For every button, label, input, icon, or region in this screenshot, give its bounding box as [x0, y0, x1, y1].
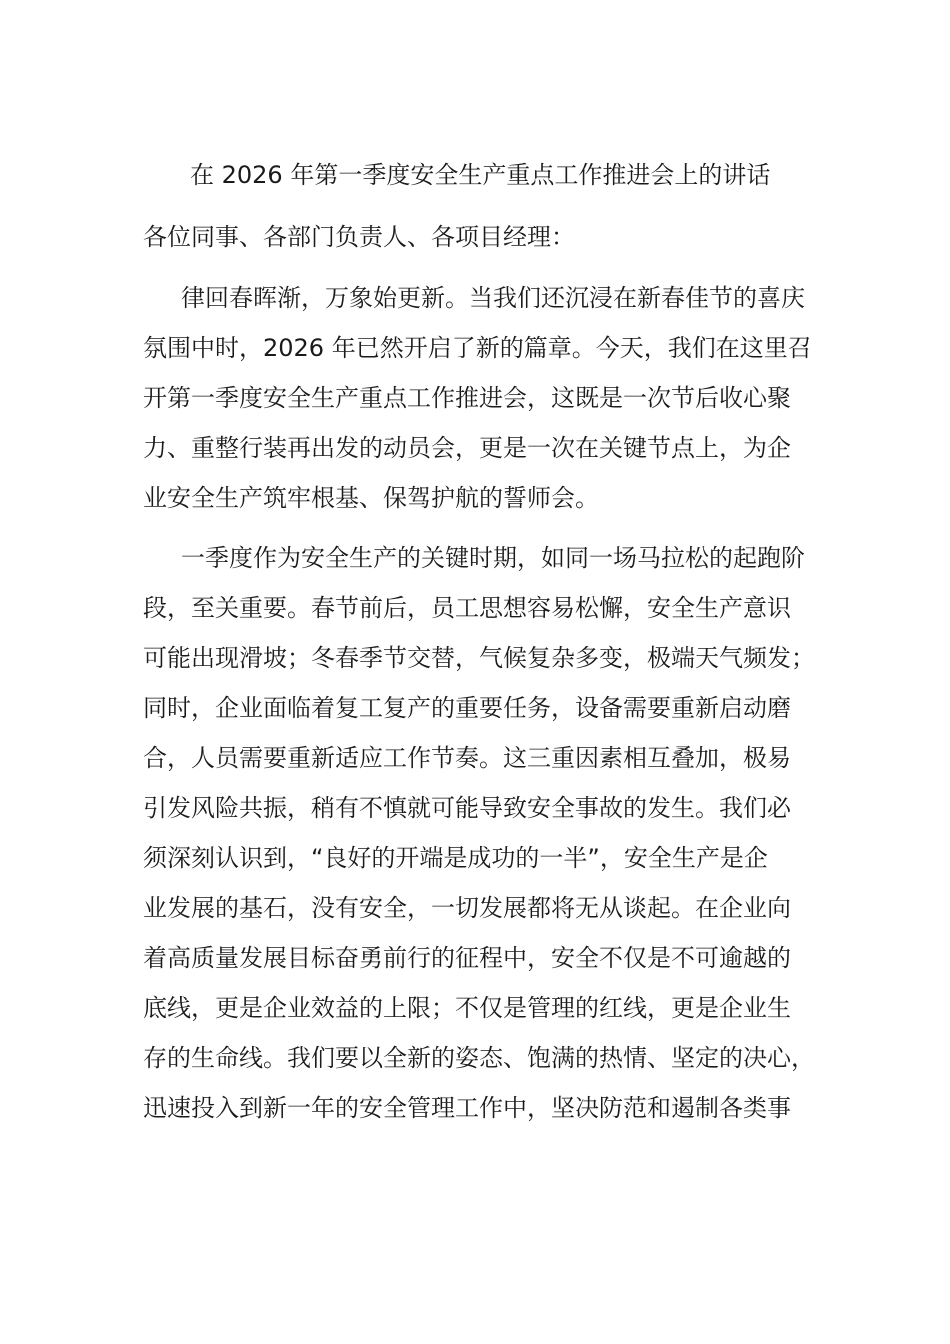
paragraph-line: 业发展的基石，没有安全，一切发展都将无从谈起。在企业向 [143, 894, 791, 922]
paragraph-opening [143, 273, 823, 523]
paragraph-line: 引发风险共振，稍有不慎就可能导致安全事故的发生。我们必 [143, 794, 791, 822]
paragraph-first-quarter [143, 533, 823, 1133]
paragraph-line: 段，至关重要。春节前后，员工思想容易松懈，安全生产意识 [143, 594, 791, 622]
paragraph-line: 力、重整行装再出发的动员会，更是一次在关键节点上，为企 [143, 434, 791, 462]
paragraph-line: 合，人员需要重新适应工作节奏。这三重因素相互叠加，极易 [143, 744, 791, 772]
paragraph-line: 须深刻认识到，“良好的开端是成功的一半”，安全生产是企 [143, 844, 768, 872]
paragraph-line: 一季度作为安全生产的关键时期，如同一场马拉松的起跑阶 [181, 544, 805, 572]
paragraph-line: 同时，企业面临着复工复产的重要任务，设备需要重新启动磨 [143, 694, 791, 722]
paragraph-line: 迅速投入到新一年的安全管理工作中，坚决防范和遏制各类事 [143, 1094, 791, 1122]
paragraph-line: 存的生命线。我们要以全新的姿态、饱满的热情、坚定的决心， [143, 1044, 815, 1072]
speech-title: 在 2026 年第一季度安全生产重点工作推进会上的讲话 [190, 161, 771, 189]
paragraph-line: 开第一季度安全生产重点工作推进会，这既是一次节后收心聚 [143, 384, 791, 412]
paragraph-line: 可能出现滑坡；冬春季节交替，气候复杂多变，极端天气频发； [143, 644, 815, 672]
paragraph-line: 氛围中时，2026 年已然开启了新的篇章。今天，我们在这里召 [143, 334, 812, 362]
paragraph-line: 着高质量发展目标奋勇前行的征程中，安全不仅是不可逾越的 [143, 944, 791, 972]
salutation: 各位同事、各部门负责人、各项目经理： [143, 223, 575, 251]
paragraph-line: 底线，更是企业效益的上限；不仅是管理的红线，更是企业生 [143, 994, 791, 1022]
paragraph-line: 律回春晖渐，万象始更新。当我们还沉浸在新春佳节的喜庆 [181, 284, 805, 312]
paragraph-line: 业安全生产筑牢根基、保驾护航的誓师会。 [143, 484, 599, 512]
